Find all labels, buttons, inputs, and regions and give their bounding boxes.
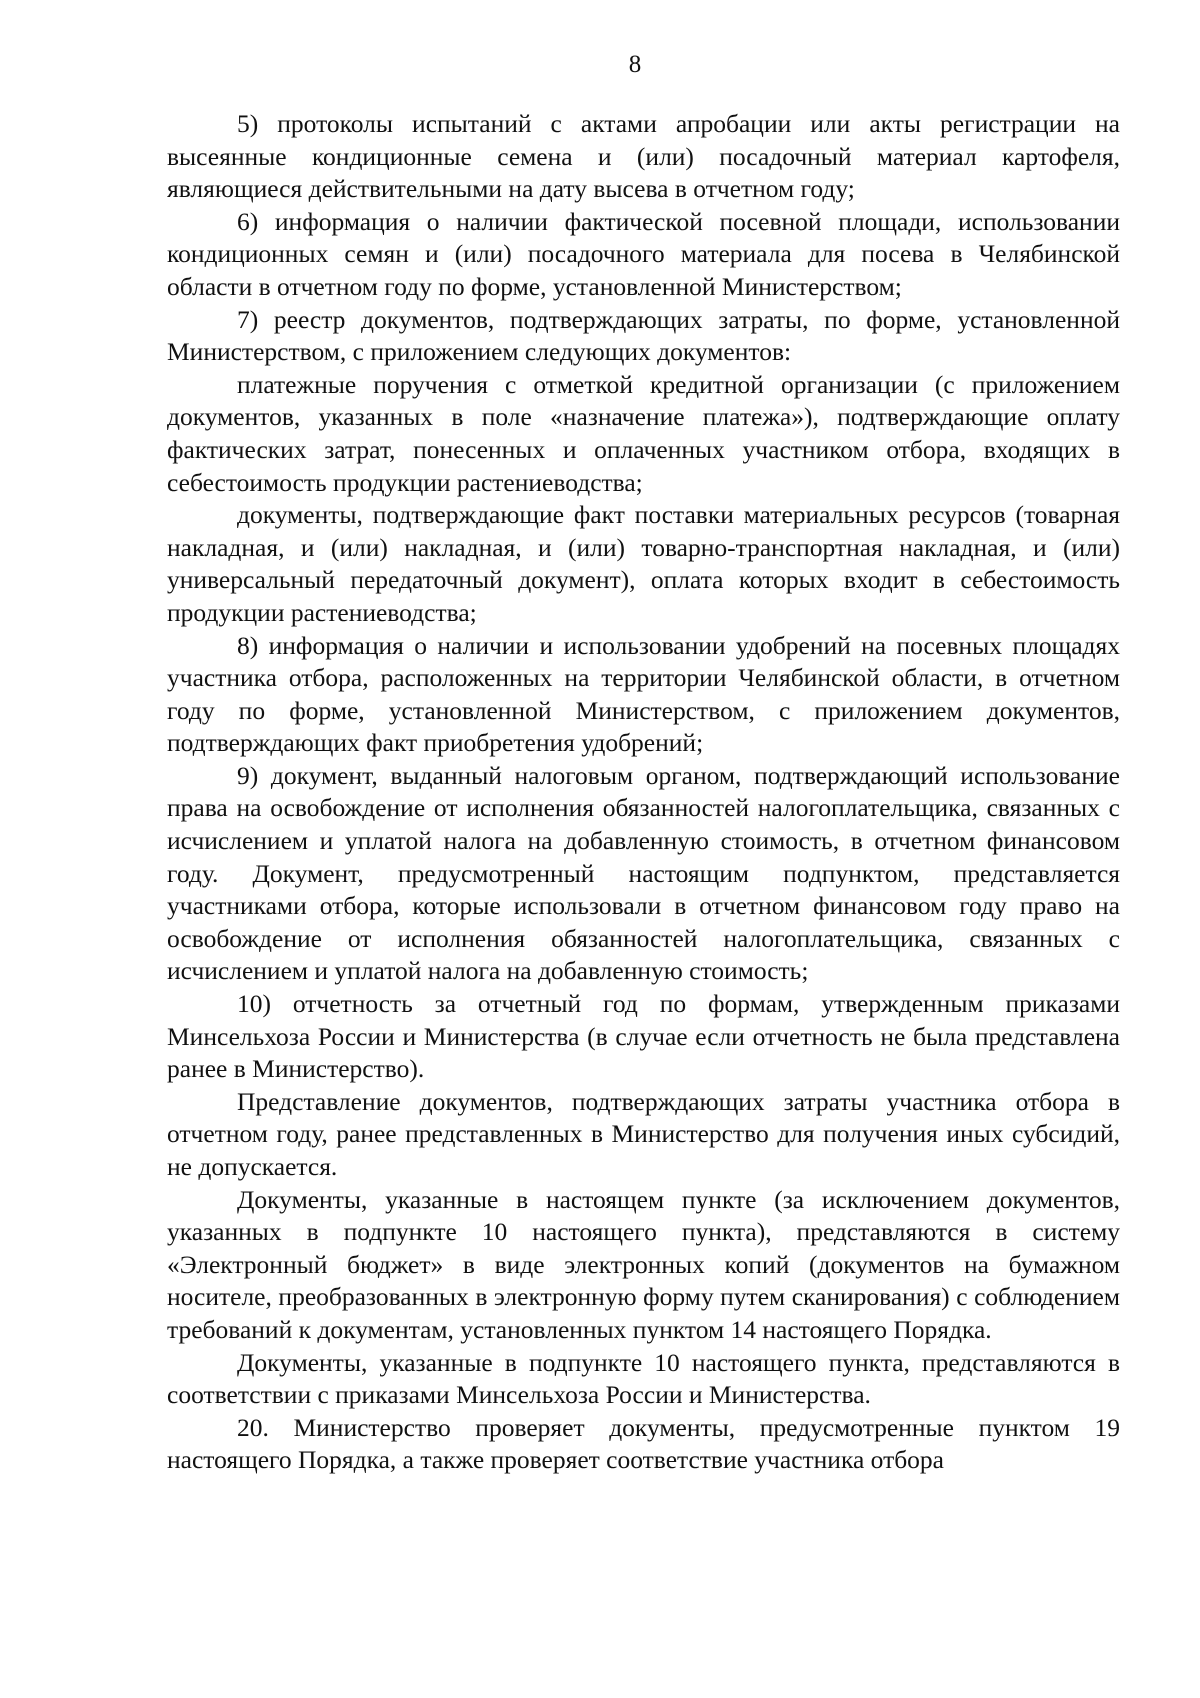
document-body [167, 108, 1120, 1477]
paragraph-no-duplicate-subsidies: Представление документов, подтверждающих затраты участника отбора в отчетном году, ранее представленных в Министерство для получения иных субсидий, не допускается. [167, 1086, 1120, 1181]
page-number: 8 [628, 51, 642, 78]
paragraph-electronic-budget: Документы, указанные в настоящем пункте (за исключением документов, указанных в подпункте 10 настоящего пункта), представляются в систему «Электронный бюджет» в виде электронных копий (документов на бумажном носителе, преобразованных в электронную форму путем сканирования) с соблюдением требований к документам, установленных пунктом 14 настоящего Порядка. [167, 1184, 1120, 1344]
paragraph-item-9: 9) документ, выданный налоговым органом, подтверждающий использование права на освобождение от исполнения обязанностей налогоплательщика, связанных с исчислением и уплатой налога на добавленную стоимость, в отчетном финансовом году. Документ, предусмотренный настоящим подпунктом, представляется участниками отбора, которые использовали в отчетном финансовом году право на освобождение от исполнения обязанностей налогоплательщика, связанных с исчислением и уплатой налога на добавленную стоимость; [167, 760, 1120, 986]
paragraph-clause-20: 20. Министерство проверяет документы, предусмотренные пунктом 19 настоящего Порядка, а также проверяет соответствие участника отбора [167, 1412, 1120, 1475]
paragraph-item-5: 5) протоколы испытаний с актами апробации или акты регистрации на высеянные кондиционные семена и (или) посадочный материал картофеля, являющиеся действительными на дату высева в отчетном году; [167, 109, 1120, 204]
paragraph-delivery-documents: документы, подтверждающие факт поставки материальных ресурсов (товарная накладная, и (или) накладная, и (или) товарно-транспортная накладная, и (или) универсальный передаточный документ), оплата которых входит в себестоимость продукции растениеводства; [167, 500, 1120, 627]
paragraph-payment-orders: платежные поручения с отметкой кредитной организации (с приложением документов, указанных в поле «назначение платежа»), подтверждающие оплату фактических затрат, понесенных и оплаченных участником отбора, входящих в себестоимость продукции растениеводства; [167, 369, 1120, 497]
paragraph-item-7: 7) реестр документов, подтверждающих затраты, по форме, установленной Министерством, с приложением следующих документов: [167, 304, 1120, 367]
paragraph-item-8: 8) информация о наличии и использовании удобрений на посевных площадях участника отбора, расположенных на территории Челябинской области, в отчетном году по форме, установленной Министерством, с приложением документов, подтверждающих факт приобретения удобрений; [167, 630, 1120, 758]
paragraph-subitem-10-documents: Документы, указанные в подпункте 10 настоящего пункта, представляются в соответствии с приказами Минсельхоза России и Министерства. [167, 1347, 1120, 1410]
paragraph-item-6: 6) информация о наличии фактической посевной площади, использовании кондиционных семян и (или) посадочного материала для посева в Челябинской области в отчетном году по форме, установленной Министерством; [167, 206, 1120, 301]
paragraph-item-10: 10) отчетность за отчетный год по формам, утвержденным приказами Минсельхоза России и Министерства (в случае если отчетность не была представлена ранее в Министерство). [167, 989, 1120, 1084]
